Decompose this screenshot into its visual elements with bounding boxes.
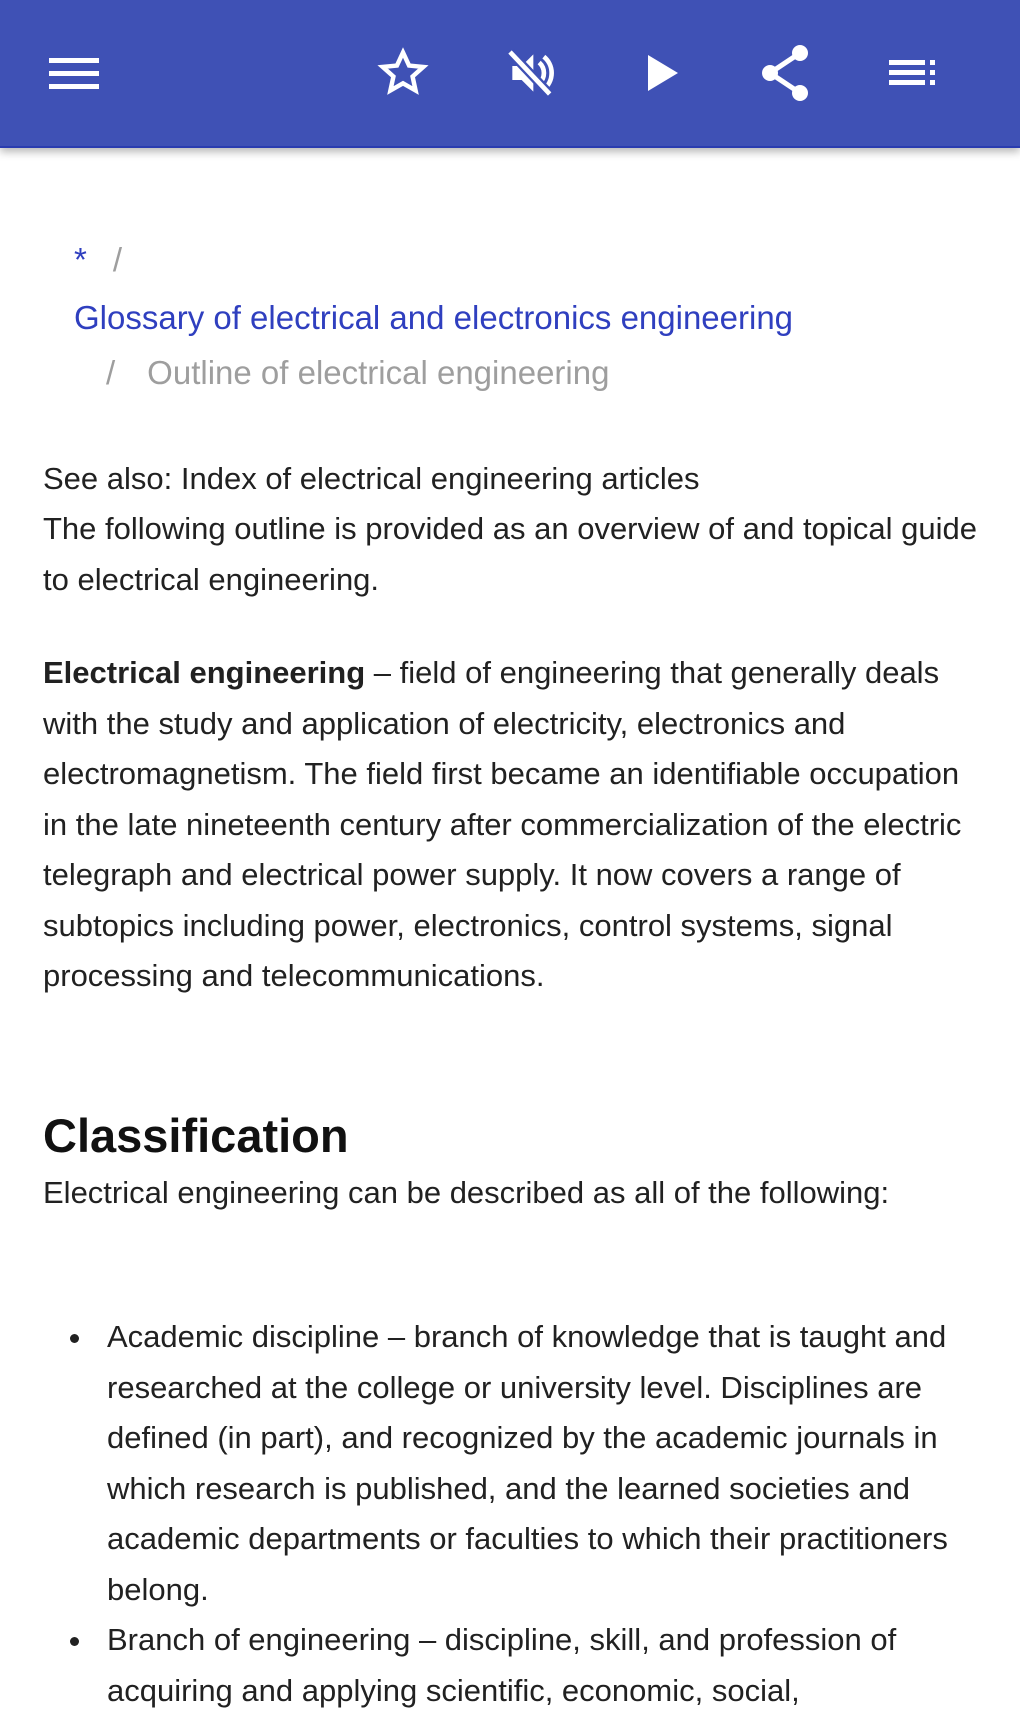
bullet-icon	[70, 1334, 79, 1343]
breadcrumb-current-page: Outline of electrical engineering	[147, 354, 610, 391]
lead-text: – field of engineering that generally deals with the study and application of electricity, electronics and electromagnetism. The field first became an identifiable occupation in the late nineteenth century after commercialization of the electric telegraph and electrical power supply. It now covers a range of subtopics including power, electronics, control systems, signal processing and telecommunications.	[43, 655, 962, 993]
breadcrumb-current-row	[106, 353, 609, 393]
section-intro: Electrical engineering can be described as all of the following:	[43, 1175, 890, 1210]
play-button[interactable]	[632, 43, 692, 103]
breadcrumb-root-row	[74, 240, 122, 280]
bullet-icon	[70, 1637, 79, 1646]
volume-off-icon	[503, 45, 559, 101]
star-outline-icon	[375, 45, 431, 101]
hamburger-menu-icon	[48, 53, 100, 93]
contents-button[interactable]	[883, 43, 943, 103]
section-heading-classification: Classification	[43, 1109, 349, 1162]
breadcrumb-parent-link[interactable]: Glossary of electrical and electronics engineering	[74, 299, 794, 336]
play-icon	[642, 51, 682, 95]
menu-button[interactable]	[44, 43, 104, 103]
table-of-contents-icon	[887, 53, 939, 93]
list-item-text: Academic discipline – branch of knowledge that is taught and researched at the college or university level. Disciplines are defined (in part), and recognized by the academic journals in which research is published, and the learned societies and academic departments or faculties to which their practitioners belong.	[107, 1319, 948, 1607]
bookmark-button[interactable]	[373, 43, 433, 103]
classification-list	[0, 1312, 1020, 1716]
lead-term: Electrical engineering	[43, 655, 366, 690]
breadcrumb-separator: /	[106, 354, 116, 391]
list-item	[0, 1615, 957, 1716]
share-icon	[758, 43, 814, 103]
app-bar	[0, 0, 1020, 148]
breadcrumb-root-link[interactable]: *	[74, 241, 87, 278]
breadcrumb-separator: /	[112, 241, 123, 278]
list-item	[0, 1312, 957, 1615]
mute-button[interactable]	[501, 43, 561, 103]
share-button[interactable]	[756, 43, 816, 103]
lead-paragraph	[43, 648, 983, 1002]
list-item-text: Branch of engineering – discipline, skill, and profession of acquiring and applying scientific, economic, social,	[107, 1622, 897, 1708]
see-also-note[interactable]: See also: Index of electrical engineering articles	[43, 461, 700, 496]
intro-paragraph: The following outline is provided as an overview of and topical guide to electrical engineering.	[43, 511, 978, 597]
